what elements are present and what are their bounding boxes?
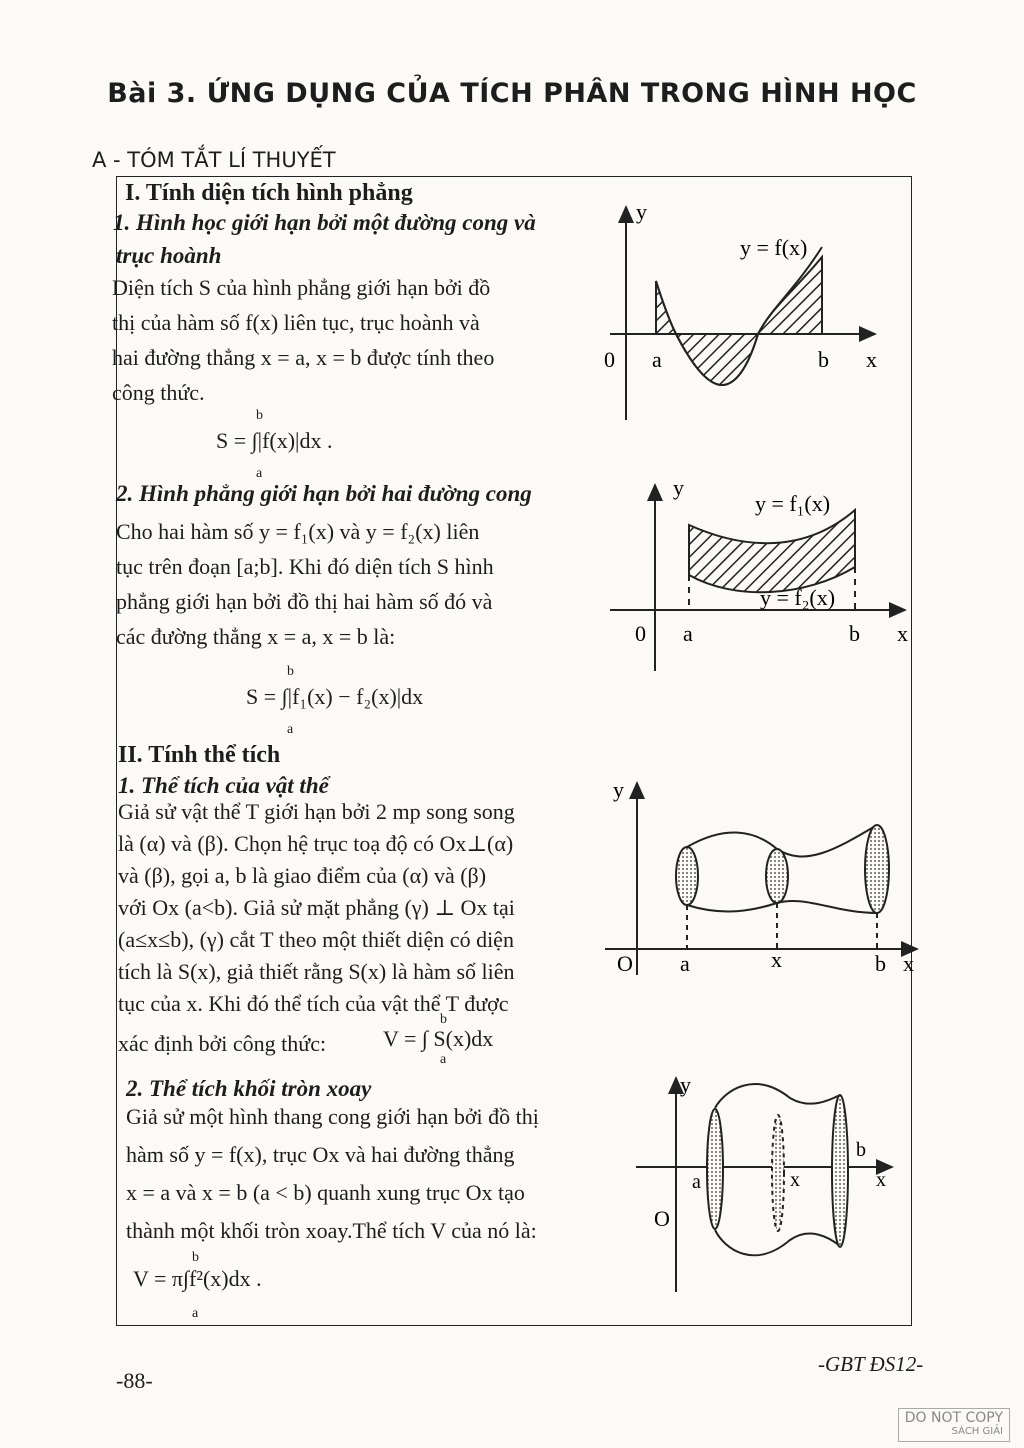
section-b: [865, 825, 889, 913]
fig1-x-label: x: [866, 347, 877, 372]
watermark-logo: DO NOT COPY SÁCH GIẢI: [898, 1408, 1010, 1442]
sub2-heading: 2. Hình phẳng giới hạn bởi hai đường cong: [116, 481, 532, 506]
fig1-b: b: [818, 347, 829, 372]
sub1-heading-cont: trục hoành: [116, 243, 222, 268]
formula-upper-1: b: [256, 408, 263, 423]
fig3-b: b: [875, 951, 886, 976]
formula-revolution: V = π∫f²(x)dx .: [133, 1266, 262, 1291]
fig2-origin: 0: [635, 621, 646, 646]
fig4-origin: O: [654, 1206, 670, 1231]
formula-area-2: S = ∫|f₁(x) − f₂(x)|dx: [246, 684, 424, 709]
fig3-a: a: [680, 951, 690, 976]
fig1-y-label: y: [636, 199, 647, 224]
part1-heading: I. Tính diện tích hình phẳng: [125, 180, 413, 206]
volume-sub1-text: Giả sử vật thể T giới hạn bởi 2 mp song song là (α) và (β). Chọn hệ trục toạ độ có Ox⊥(α) và (β), gọi a, b là giao điểm của (α) và (β) với Ox (a<b). Giả sử mặt phẳng (γ) ⊥ Ox tại (a≤x≤b), (γ) cắt T theo một thiết diện có diện tích là S(x), giả thiết rằng S(x) là hàm số liên tục của x. Khi đó thể tích của vật thể T được: [118, 799, 515, 1016]
book-code: -GBT ĐS12-: [818, 1352, 924, 1376]
volume-sub1-heading: 1. Thể tích của vật thể: [118, 773, 329, 798]
section-x: [766, 849, 788, 903]
formula-lower-4: a: [192, 1306, 199, 1321]
figure-area-between-curves: [605, 475, 910, 675]
fig2-x-label: x: [897, 621, 908, 646]
fig4-y-label: y: [680, 1072, 691, 1097]
fig4-b: b: [856, 1139, 866, 1161]
sub1-heading: 1. Hình học giới hạn bởi một đường cong và: [113, 210, 536, 235]
formula-area-1: S = ∫|f(x)|dx .: [216, 428, 333, 453]
disc-x: [772, 1115, 784, 1231]
fig2-a: a: [683, 621, 693, 646]
section-heading: A - TÓM TẮT LÍ THUYẾT: [92, 148, 336, 172]
disc-b: [832, 1095, 848, 1247]
section-a: [676, 847, 698, 905]
fig4-x-mid: x: [790, 1169, 800, 1191]
page-number: -88-: [116, 1368, 153, 1393]
formula-lower-2: a: [287, 722, 294, 737]
fig2-y-label: y: [673, 475, 684, 500]
figure-solid-cross-section: [605, 775, 920, 990]
formula-volume: V = ∫ S(x)dx: [383, 1026, 494, 1051]
fig3-x-mid: x: [771, 947, 782, 972]
fig1-curve-label: y = f(x): [740, 235, 808, 260]
sub2-text: Cho hai hàm số y = f₁(x) và y = f₂(x) liên tục trên đoạn [a;b]. Khi đó diện tích S hình phẳng giới hạn bởi đồ thị hai hàm số đó và các đường thẳng x = a, x = b là:: [116, 519, 494, 649]
page-title: Bài 3. ỨNG DỤNG CỦA TÍCH PHÂN TRONG HÌNH HỌC: [107, 78, 917, 109]
formula-lower-1: a: [256, 466, 263, 481]
region-negative: [676, 334, 758, 385]
fig3-x-label: x: [903, 951, 914, 976]
formula-upper-2: b: [287, 664, 294, 679]
fig2-b: b: [849, 621, 860, 646]
volume-sub2-text: Giả sử một hình thang cong giới hạn bởi đồ thị hàm số y = f(x), trục Ox và hai đường thẳng x = a và x = b (a < b) quanh xung trục Ox tạo thành một khối tròn xoay.Thể tích V của nó là:: [126, 1104, 539, 1243]
region-positive-right: [758, 257, 822, 334]
fig1-a: a: [652, 347, 662, 372]
fig3-y-label: y: [613, 777, 624, 802]
figure-area-under-curve: [590, 195, 890, 425]
volume-sub2-heading: 2. Thể tích khối tròn xoay: [126, 1076, 372, 1101]
sub1-text: Diện tích S của hình phẳng giới hạn bởi đồ thị của hàm số f(x) liên tục, trục hoành và hai đường thẳng x = a, x = b được tính theo công thức.: [112, 275, 495, 405]
disc-a: [707, 1109, 723, 1229]
part2-heading: II. Tính thể tích: [118, 742, 281, 768]
region-between: [689, 510, 855, 592]
fig4-x-label: x: [876, 1169, 886, 1191]
formula-lower-3: a: [440, 1052, 447, 1067]
fig2-f1-label: y = f₁(x): [755, 491, 831, 516]
formula-upper-3: b: [440, 1012, 447, 1027]
fig1-origin: 0: [604, 347, 615, 372]
figure-solid-of-revolution: [630, 1070, 910, 1295]
fig3-origin: O: [617, 951, 633, 976]
fig2-f2-label: y = f₂(x): [760, 585, 836, 610]
volume-sub1-last-line: xác định bởi công thức:: [118, 1031, 327, 1056]
formula-upper-4: b: [192, 1250, 199, 1265]
fig4-a: a: [692, 1171, 701, 1193]
